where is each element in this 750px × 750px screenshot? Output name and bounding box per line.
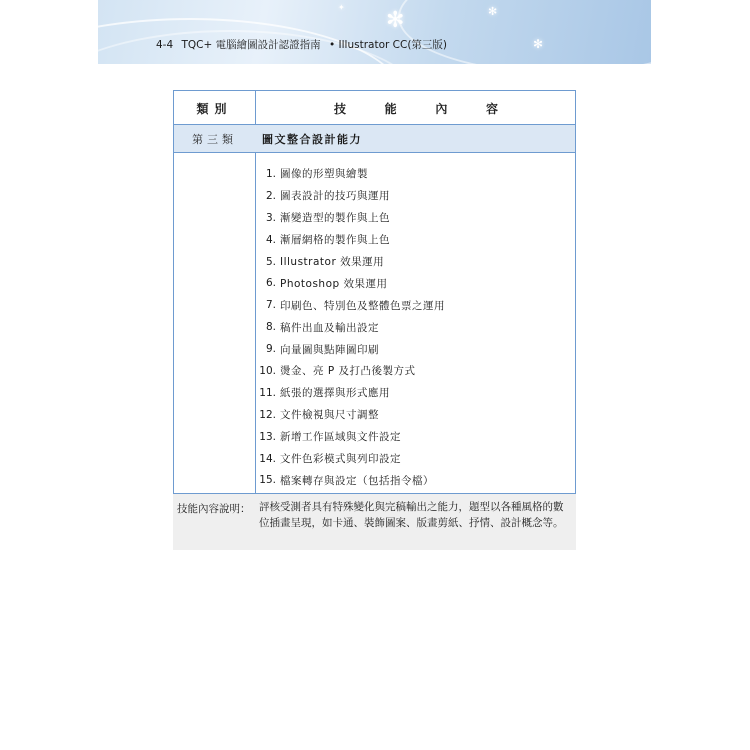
content-header-char: 能 <box>384 101 397 116</box>
item-number: 9. <box>265 343 276 356</box>
skills-table <box>173 90 576 494</box>
item-text: 燙金、亮 P 及打凸後製方式 <box>280 365 416 378</box>
item-number: 12. <box>259 408 276 421</box>
table-header-row <box>174 91 575 125</box>
item-text: Photoshop 效果運用 <box>280 277 388 290</box>
item-text: 稿件出血及輸出設定 <box>280 321 379 334</box>
book-title: TQC+ 電腦繪圖設計認證指南 <box>181 39 321 51</box>
description-text: 評核受測者具有特殊變化與完稿輸出之能力，題型以各種風格的數位插畫呈現，如卡通、裝飾圖案、版畫剪紙、抒情、設計概念等。 <box>259 501 564 529</box>
content-header-char: 技 <box>334 101 347 116</box>
item-number: 10. <box>259 364 276 377</box>
item-text: 檔案轉存與設定（包括指令檔） <box>280 474 434 487</box>
item-number: 4. <box>265 233 276 246</box>
list-item <box>256 469 576 491</box>
content-header-char: 內 <box>435 101 448 116</box>
list-item <box>256 272 576 294</box>
item-number: 14. <box>259 452 276 465</box>
content-header <box>256 91 576 125</box>
item-text: 新增工作區域與文件設定 <box>280 431 401 444</box>
item-text: 文件色彩模式與列印設定 <box>280 453 401 466</box>
header-banner <box>98 0 651 64</box>
list-item <box>256 404 576 426</box>
list-item <box>256 163 576 185</box>
running-header <box>156 37 452 52</box>
item-number: 2. <box>265 189 276 202</box>
item-number: 7. <box>265 299 276 312</box>
class-row <box>174 125 575 153</box>
item-text: 圖像的形塑與繪製 <box>280 168 368 181</box>
list-item <box>256 448 576 470</box>
list-item <box>256 382 576 404</box>
sparkle-icon: ✦ <box>338 3 345 12</box>
item-number: 15. <box>259 474 276 487</box>
item-text: 紙張的選擇與形式應用 <box>280 387 390 400</box>
item-number: 11. <box>259 386 276 399</box>
item-number: 5. <box>265 255 276 268</box>
list-item <box>256 316 576 338</box>
item-number: 13. <box>259 430 276 443</box>
content-header-char: 容 <box>485 101 498 116</box>
item-number: 8. <box>265 321 276 334</box>
item-text: 圖表設計的技巧與運用 <box>280 190 390 203</box>
item-number: 1. <box>265 167 276 180</box>
book-subtitle: • Illustrator CC(第三版) <box>329 39 448 51</box>
item-number: 3. <box>265 211 276 224</box>
list-item <box>256 251 576 273</box>
item-text: 漸變造型的製作與上色 <box>280 212 390 225</box>
item-number: 6. <box>265 277 276 290</box>
item-text: 向量圖與點陣圖印刷 <box>280 343 379 356</box>
banner-wave-decoration <box>398 0 651 64</box>
list-item <box>256 229 576 251</box>
description-label: 技能內容說明： <box>177 503 251 515</box>
item-text: 漸層網格的製作與上色 <box>280 234 390 247</box>
class-label: 第三類 <box>192 132 237 146</box>
skill-list <box>256 163 576 491</box>
skill-description-box <box>173 494 576 550</box>
list-item <box>256 185 576 207</box>
list-item <box>256 294 576 316</box>
item-text: 文件檢視與尺寸調整 <box>280 409 379 422</box>
list-item <box>256 338 576 360</box>
flower-icon: ✻ <box>533 37 544 51</box>
list-item <box>256 360 576 382</box>
item-text: Illustrator 效果運用 <box>280 256 385 268</box>
class-title: 圖文整合設計能力 <box>262 132 362 146</box>
category-header: 類別 <box>196 101 233 116</box>
list-item <box>256 426 576 448</box>
flower-icon: ✻ <box>386 8 405 33</box>
list-item <box>256 207 576 229</box>
item-text: 印刷色、特別色及整體色票之運用 <box>280 299 445 312</box>
page-number: 4-4 <box>156 39 174 51</box>
flower-icon: ✻ <box>488 5 498 18</box>
